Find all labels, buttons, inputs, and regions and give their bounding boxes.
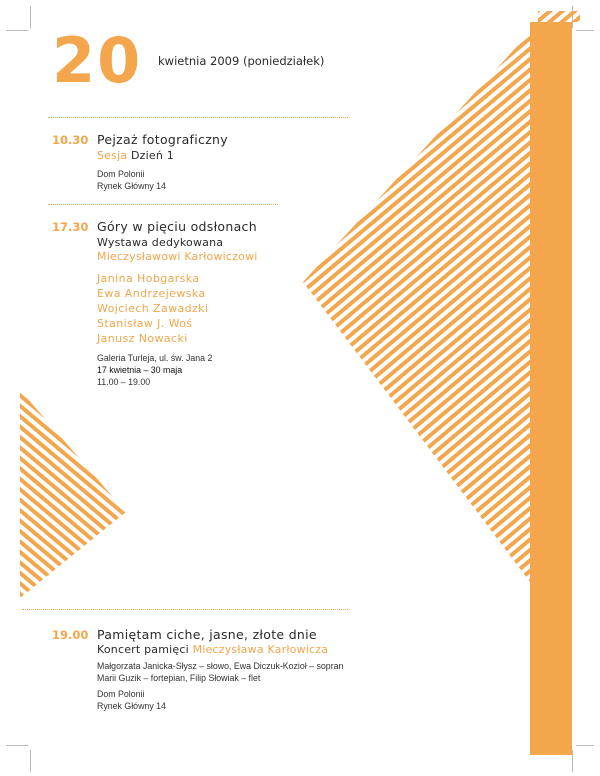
orange-vertical-bar [530,22,572,755]
divider [48,204,278,205]
date-text: kwietnia 2009 (poniedziałek) [158,54,325,68]
top-striped-strip [538,11,580,22]
event-title: Pamiętam ciche, jasne, złote dnie [97,627,317,642]
event-subtitle [97,149,174,162]
right-striped-triangle [303,32,530,582]
venue-line: Rynek Główny 14 [97,181,166,191]
event-subtitle-line: Wystawa dedykowana [97,236,224,249]
artist-name: Janina Hobgarska [97,272,200,285]
venue-line: Rynek Główny 14 [97,701,166,711]
artist-name: Wojciech Zawadzki [97,302,209,315]
subtitle-rest: Dzień 1 [127,149,174,162]
event-time: 10.30 [52,133,89,147]
venue-line: Dom Polonii [97,689,145,699]
event-subtitle-accent: Mieczysławowi Karłowiczowi [97,250,258,263]
artist-name: Stanisław J. Woś [97,317,193,330]
divider [22,609,348,610]
venue-line: Galeria Turleja, ul. św. Jana 2 [97,353,213,363]
venue-line: Dom Polonii [97,169,145,179]
artist-name: Ewa Andrzejewska [97,287,206,300]
subtitle-accent: Sesja [97,149,128,162]
event-performers [97,660,359,684]
event-venue [97,168,166,192]
divider [48,117,348,118]
artist-name: Janusz Nowacki [97,332,188,345]
event-title: Pejzaż fotograficzny [97,132,228,147]
day-number: 20 [52,24,143,97]
subtitle-accent: Mieczysława Karłowicza [192,643,329,656]
event-subtitle [97,643,328,656]
performers-line: Małgorzata Janicka-Słysz – słowo, Ewa Diczuk-Kozioł – sopran [97,661,344,671]
subtitle-dark: Koncert pamięci [97,643,193,656]
performers-line: Marii Guzik – fortepian, Filip Słowiak – flet [97,673,261,683]
event-time: 19.00 [52,628,89,642]
left-striped-triangle [20,390,126,598]
artist-list [97,271,208,346]
event-time: 17.30 [52,220,89,234]
event-venue [97,352,212,388]
event-venue [97,688,166,712]
venue-hours: 11.00 – 19.00 [97,377,151,387]
event-title: Góry w pięciu odsłonach [97,219,257,234]
venue-dates: 17 kwietnia – 30 maja [97,365,183,375]
